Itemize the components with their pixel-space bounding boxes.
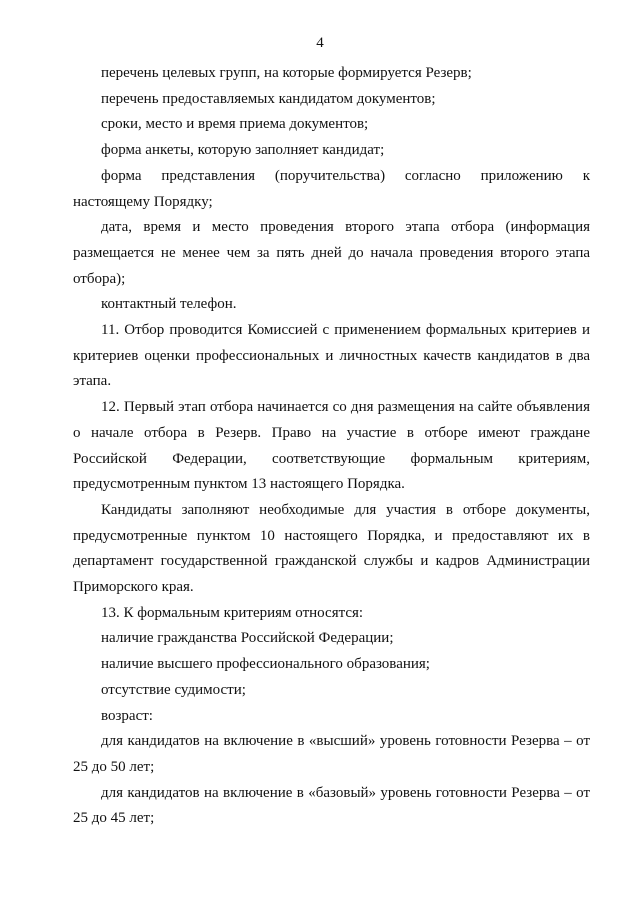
paragraph-education: наличие высшего профессионального образования; [101,656,430,673]
paragraph-second-stage-date: дата, время и место проведения второго этапа отбора (информация размещается не менее чем за пять дней до начала проведения второго этапа отбора); [73,219,590,287]
paragraph-item-12: 12. Первый этап отбора начинается со дня размещения на сайте объявления о начале отбора в Резерв. Право на участие в отборе имеют граждане Российской Федерации, соответствующие формальным критериям, предусмотренным пунктом 13 настоящего Порядка. [73,399,590,493]
paragraph-item-11: 11. Отбор проводится Комиссией с применением формальных критериев и критериев оценки профессиональных и личностных качеств кандидатов в два этапа. [73,322,590,390]
paragraph-age-highest-level: для кандидатов на включение в «высший» уровень готовности Резерва – от 25 до 50 лет; [73,733,590,775]
paragraph-item-13: 13. К формальным критериям относятся: [101,604,364,621]
paragraph-age: возраст: [101,707,153,724]
paragraph-documents-list: перечень предоставляемых кандидатом документов; [101,90,436,107]
paragraph-contact-phone: контактный телефон. [101,296,237,313]
paragraph-candidates-submit: Кандидаты заполняют необходимые для участия в отборе документы, предусмотренные пунктом 10 настоящего Порядка, и предоставляют их в департамент государственной гражданской службы и кадров Администрации Приморского края. [73,501,590,596]
paragraph-questionnaire-form: форма анкеты, которую заполняет кандидат; [101,142,385,159]
paragraph-recommendation-form: форма представления (поручительства) согласно приложению к настоящему Порядку; [73,167,590,210]
paragraph-no-criminal-record: отсутствие судимости; [101,681,246,698]
paragraph-citizenship: наличие гражданства Российской Федерации; [101,630,394,647]
page-number: 4 [316,35,324,51]
document-body [73,61,590,832]
paragraph-age-basic-level: для кандидатов на включение в «базовый» уровень готовности Резерва – от 25 до 45 лет; [73,784,590,827]
paragraph-target-groups: перечень целевых групп, на которые формируется Резерв; [101,65,472,81]
paragraph-deadlines: сроки, место и время приема документов; [101,116,369,133]
